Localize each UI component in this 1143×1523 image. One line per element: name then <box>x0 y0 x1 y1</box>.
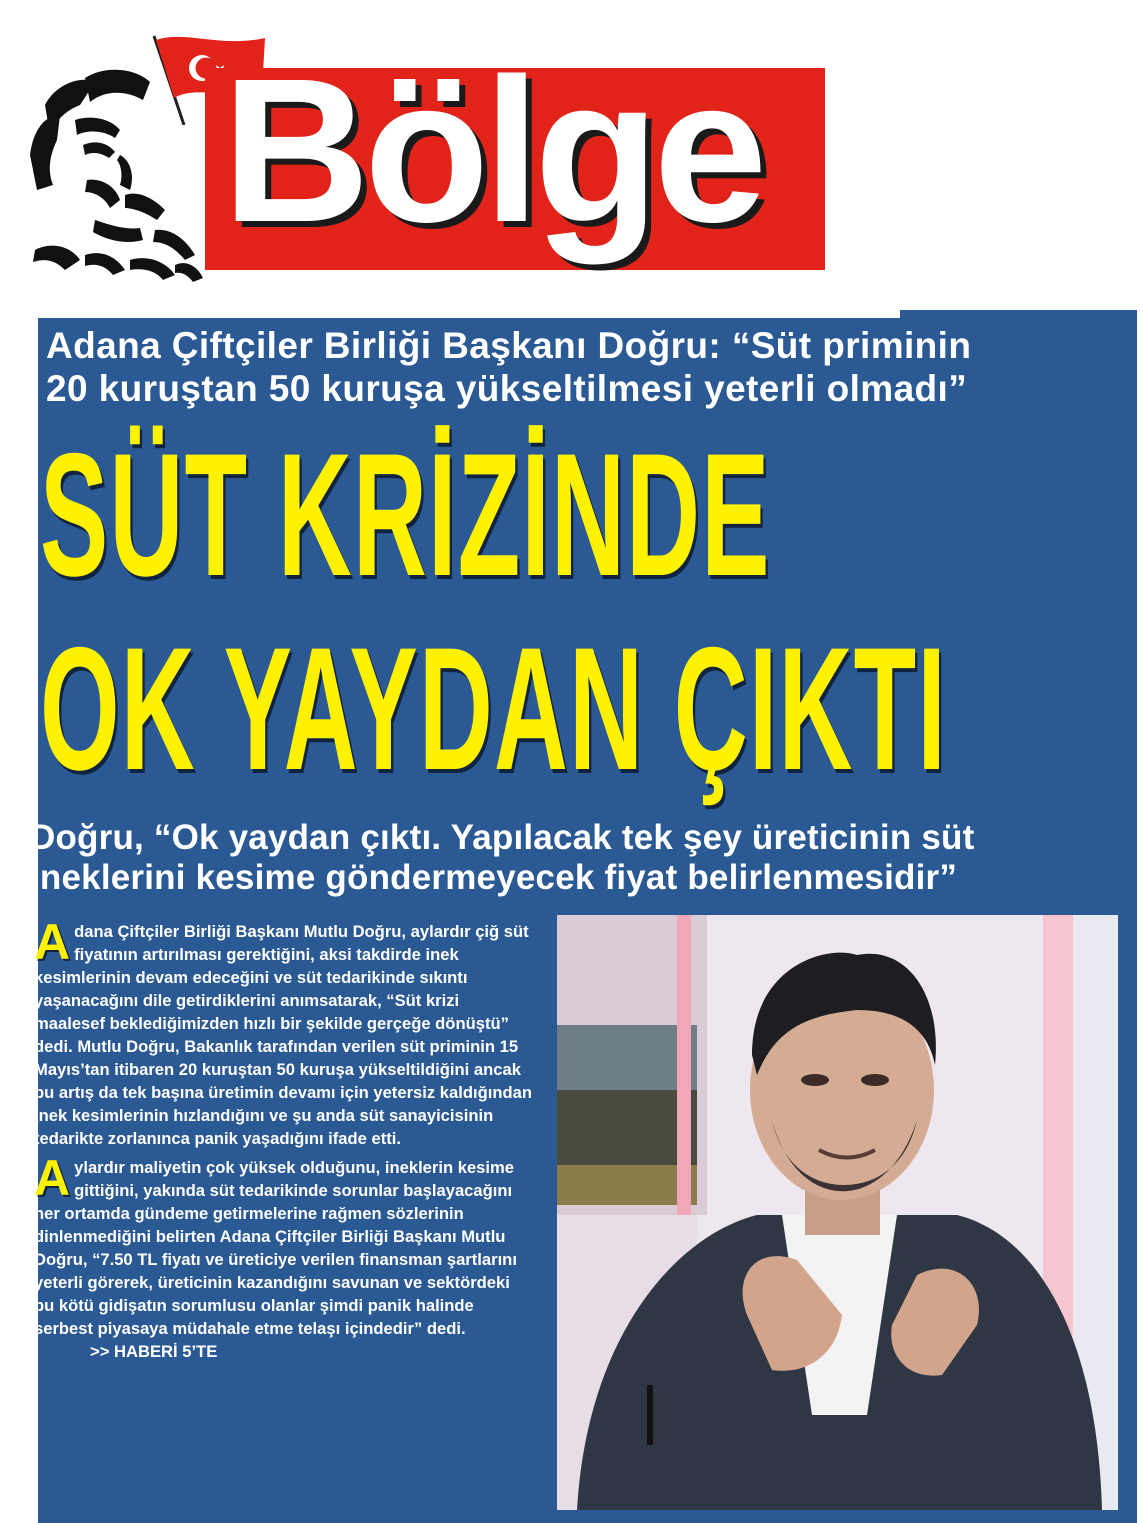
headline-line-2: OK YAYDAN ÇIKTI <box>40 612 947 807</box>
masthead <box>0 0 1143 315</box>
paragraph-2-text: ylardır maliyetin çok yüksek olduğunu, ineklerin kesime gittiğini, yakında süt tedarikinde sorunlar başlayacağını her ortamda gündeme getirmelerine rağmen sözlerinin dinlenmediğini belirten Adana Çiftçiler Birliği Başkanı Mutlu Doğru, “7.50 TL fiyatı ve üreticiye verilen finansman şartlarını yeterli görerek, üreticinin kazandığını savunan ve sektördeki bu kötü gidişatın sorumlusu olanlar şimdi panik halinde serbest piyasaya müdahale etme telaşı içindedir” dedi. <box>34 1158 517 1338</box>
headline-line-1: SÜT KRİZİNDE <box>40 418 771 613</box>
paragraph-1 <box>34 914 534 1150</box>
kicker-line-1: Adana Çiftçiler Birliği Başkanı Doğru: “Süt priminin <box>46 325 972 366</box>
drop-cap: A <box>34 1150 71 1206</box>
deck-line-2: ineklerini kesime göndermeyecek fiyat belirlenmesidir” <box>30 858 958 897</box>
continued-on-page-link[interactable]: >> HABERİ 5’TE <box>90 1342 218 1361</box>
deck <box>30 818 1130 898</box>
kicker-line-2: 20 kuruştan 50 kuruşa yükseltilmesi yeterli olmadı” <box>46 368 968 409</box>
speaker-photo-illustration <box>557 915 1118 1510</box>
deck-line-1: Doğru, “Ok yaydan çıktı. Yapılacak tek şey üreticinin süt <box>30 818 975 857</box>
paragraph-1-text: dana Çiftçiler Birliği Başkanı Mutlu Doğru, aylardır çiğ süt fiyatının artırılması gerektiğini, aksi takdirde inek kesimlerinin devam edeceğini ve süt tedarikinde sıkıntı yaşanacağını dile getirdiklerini anımsatarak, “Süt krizi maalesef beklediğimizden hızlı bir şekilde gerçeğe dönüştü” dedi. Mutlu Doğru, Bakanlık tarafından verilen süt priminin 15 Mayıs’tan itibaren 20 kuruştan 50 kuruşa yükseltildiğini ancak bu artış da tek başına üretimin devamı için yetersiz kaldığından inek kesimlerinin hızlandığını ve şu anda süt sanayicisinin tedarikte zorlanınca panik yaşadığını ifade etti. <box>34 922 532 1148</box>
portrait-photo <box>557 915 1118 1510</box>
kicker <box>46 324 1126 410</box>
logo-wordmark[interactable]: Bölge <box>222 36 762 265</box>
article-body <box>34 914 534 1369</box>
drop-cap: A <box>34 914 71 970</box>
paragraph-2 <box>34 1150 534 1363</box>
